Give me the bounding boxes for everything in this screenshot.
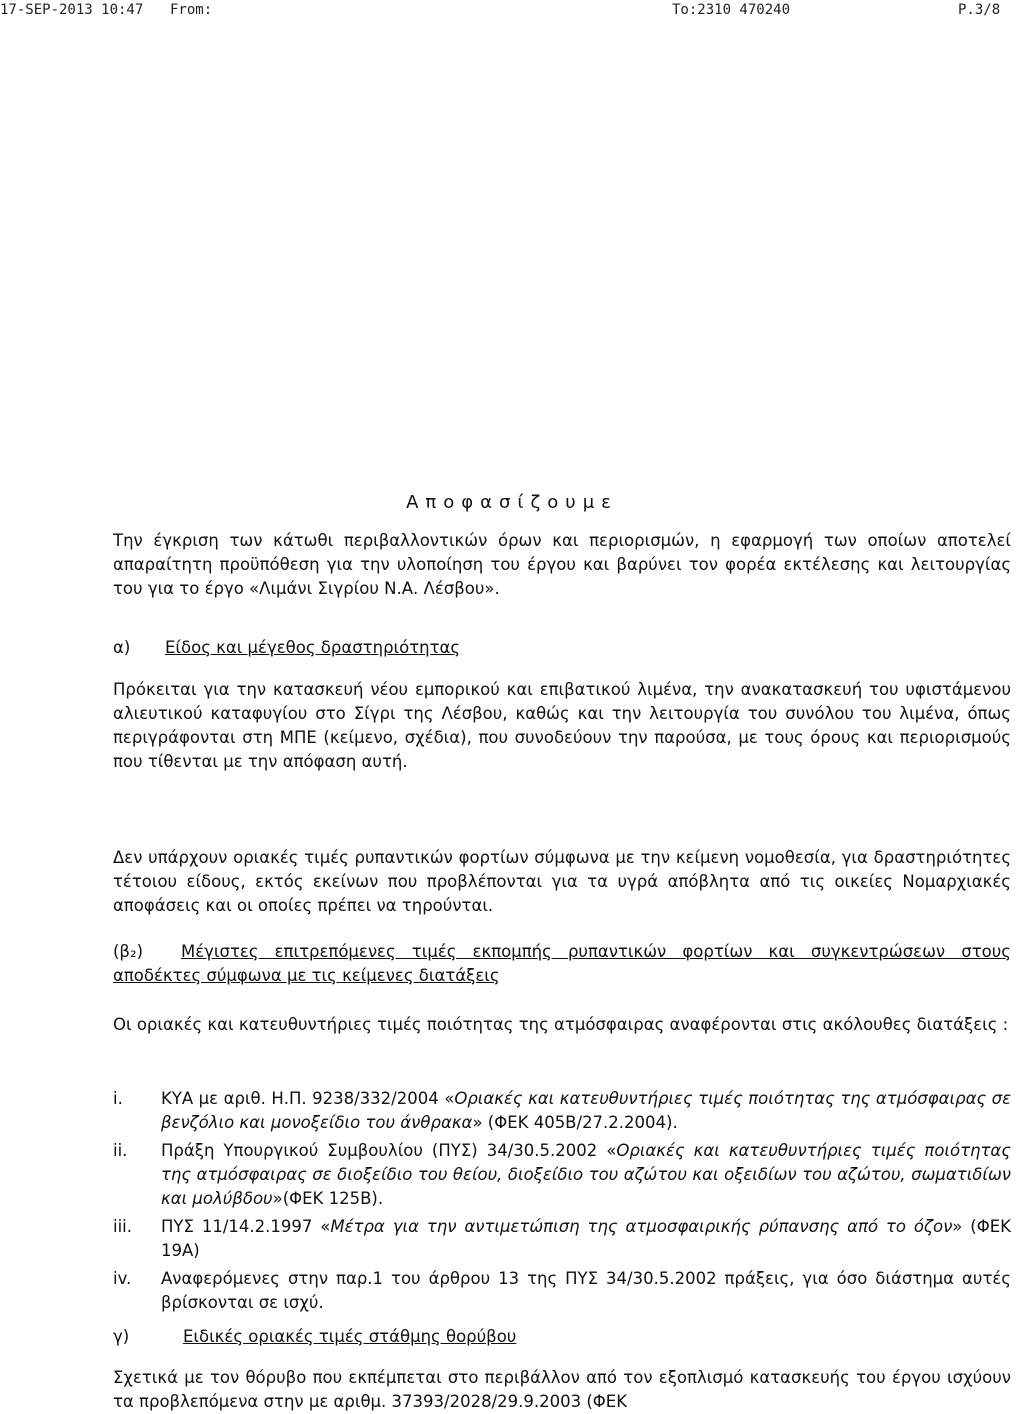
list-item-number: iii. bbox=[113, 1217, 132, 1236]
list-item bbox=[113, 1267, 1011, 1315]
section-a-title: Είδος και μέγεθος δραστηριότητας bbox=[165, 638, 461, 657]
list-item bbox=[113, 1139, 1011, 1211]
fax-date-time: 17-SEP-2013 10:47 bbox=[0, 2, 144, 18]
list-item-text: ΚΥΑ με αριθ. Η.Π. 9238/332/2004 « bbox=[161, 1089, 455, 1108]
fax-page: P.3/8 bbox=[958, 2, 1001, 18]
air-quality-paragraph: Οι οριακές και κατευθυντήριες τιμές ποιότητας της ατμόσφαιρας αναφέρονται στις ακόλουθες διατάξεις : bbox=[113, 1015, 1009, 1034]
section-a-heading bbox=[113, 636, 1011, 660]
list-item bbox=[113, 1087, 1011, 1135]
list-item-ref: » (ΦΕΚ 19Α) bbox=[161, 1217, 1011, 1260]
section-b2-letter: (β₂) bbox=[113, 942, 144, 961]
noise-paragraph: Σχετικά με τον θόρυβο που εκπέμπεται στο περιβάλλον από τον εξοπλισμό κατασκευής του έργου ισχύουν τα προβλεπόμενα στην με αριθμ. 37393/2028/29.9.2003 (ΦΕΚ bbox=[113, 1368, 1011, 1411]
section-g-letter: γ) bbox=[113, 1327, 130, 1346]
list-item-title: Οριακές και κατευθυντήριες τιμές ποιότητας της ατμόσφαιρας σε διοξείδιο του θείου, διοξείδιο του αζώτου και οξειδίων του αζώτου, σωματιδίων και μολύβδου bbox=[161, 1141, 1011, 1208]
section-g-title: Ειδικές οριακές τιμές στάθμης θορύβου bbox=[183, 1327, 517, 1346]
section-b2-heading bbox=[113, 940, 1011, 988]
list-item-text: Πράξη Υπουργικού Συμβουλίου (ΠΥΣ) 34/30.5.2002 « bbox=[161, 1141, 617, 1160]
list-item-ref: »(ΦΕΚ 125Β). bbox=[272, 1189, 384, 1208]
list-item-text: Αναφερόμενες στην παρ.1 του άρθρου 13 της ΠΥΣ 34/30.5.2002 πράξεις, για όσο διάστημα αυτές βρίσκονται σε ισχύ. bbox=[161, 1269, 1011, 1312]
intro-paragraph: Την έγκριση των κάτωθι περιβαλλοντικών όρων και περιορισμών, η εφαρμογή των οποίων αποτελεί απαραίτητη προϋπόθεση για την υλοποίηση του έργου και βαρύνει τον φορέα εκτέλεσης και λειτουργίας του για το έργο «Λιμάνι Σιγρίου Ν.Α. Λέσβου». bbox=[113, 531, 1011, 598]
list-item-text: ΠΥΣ 11/14.2.1997 « bbox=[161, 1217, 331, 1236]
regulations-list bbox=[113, 1087, 1011, 1319]
fax-to: To:2310 470240 bbox=[672, 2, 791, 18]
list-item bbox=[113, 1215, 1011, 1263]
decision-heading: Αποφασίζουμε bbox=[406, 492, 618, 513]
list-item-title: Μέτρα για την αντιμετώπιση της ατμοσφαιρικής ρύπανσης από το όζον bbox=[330, 1217, 953, 1236]
fax-from: From: bbox=[170, 2, 213, 18]
section-b2-title: Μέγιστες επιτρεπόμενες τιμές εκπομπής ρυπαντικών φορτίων και συγκεντρώσεων στους αποδέκτες σύμφωνα με τις κείμενες διατάξεις bbox=[113, 942, 1011, 985]
list-item-ref: » (ΦΕΚ 405Β/27.2.2004). bbox=[472, 1113, 678, 1132]
list-item-title: Οριακές και κατευθυντήριες τιμές ποιότητας της ατμόσφαιρας σε βενζόλιο και μονοξείδιο του άνθρακα bbox=[161, 1089, 1011, 1132]
section-g-heading bbox=[113, 1325, 1011, 1349]
list-item-number: i. bbox=[113, 1089, 123, 1108]
list-item-number: iv. bbox=[113, 1269, 132, 1288]
fax-header bbox=[0, 0, 1024, 26]
section-a-text: Πρόκειται για την κατασκευή νέου εμπορικού και επιβατικού λιμένα, την ανακατασκευή του υφιστάμενου αλιευτικού καταφυγίου στο Σίγρι της Λέσβου, καθώς και την λειτουργία του συνόλου του λιμένα, όπως περιγράφονται στη ΜΠΕ (κείμενο, σχέδια), που συνοδεύουν την παρούσα, με τους όρους και περιορισμούς που τίθενται με την απόφαση αυτή. bbox=[113, 680, 1011, 771]
limits-paragraph: Δεν υπάρχουν οριακές τιμές ρυπαντικών φορτίων σύμφωνα με την κείμενη νομοθεσία, για δραστηριότητες τέτοιου είδους, εκτός εκείνων που προβλέπονται για τα υγρά απόβλητα από τις οικείες Νομαρχιακές αποφάσεις και οι οποίες πρέπει να τηρούνται. bbox=[113, 848, 1011, 915]
section-a-letter: α) bbox=[113, 638, 131, 657]
list-item-number: ii. bbox=[113, 1141, 128, 1160]
